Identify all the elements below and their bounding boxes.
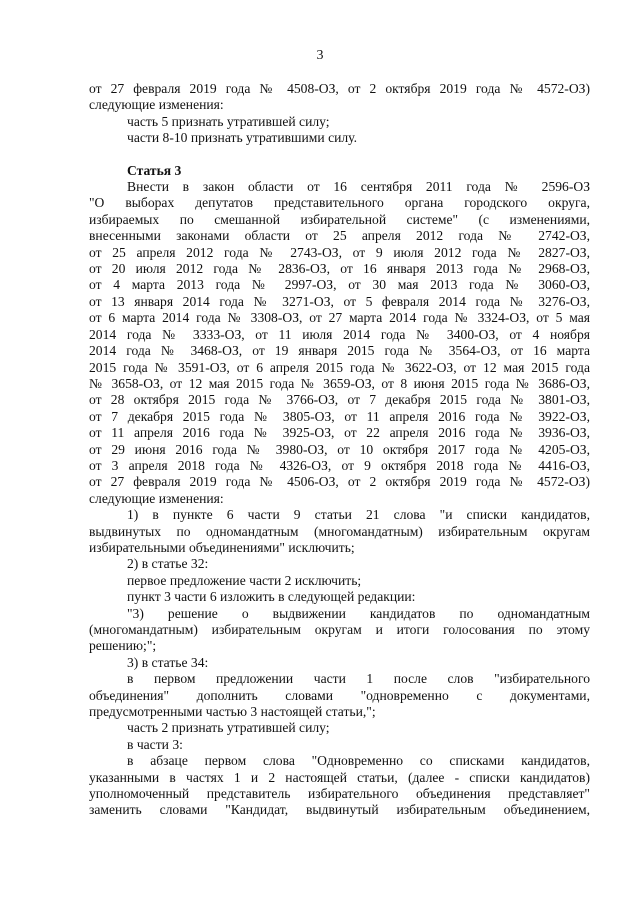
- text-line: от 25 апреля 2012 года № 2743-ОЗ, от 9 июля 2012 года № 2827-ОЗ,: [89, 244, 590, 260]
- text-line: уполномоченный представитель избирательного объединения представляет": [89, 786, 590, 802]
- text-line: от 3 апреля 2018 года № 4326-ОЗ, от 9 октября 2018 года № 4416-ОЗ,: [89, 457, 590, 473]
- text-line: выдвинутых по одномандатным (многомандатным) избирательным округам: [89, 523, 590, 539]
- text-line: следующие изменения:: [89, 490, 224, 506]
- text-line: решению;";: [89, 638, 157, 654]
- text-line: предусмотренными частью 3 настоящей статьи,";: [89, 704, 376, 720]
- text-line: от 7 декабря 2015 года № 3805-ОЗ, от 11 апреля 2016 года № 3922-ОЗ,: [89, 408, 590, 424]
- text-line: от 20 июля 2012 года № 2836-ОЗ, от 16 января 2013 года № 2968-ОЗ,: [89, 261, 590, 277]
- text-line: от 13 января 2014 года № 3271-ОЗ, от 5 февраля 2014 года № 3276-ОЗ,: [89, 293, 590, 309]
- text-line: 3) в статье 34:: [127, 654, 209, 670]
- text-line: 2014 года № 3468-ОЗ, от 19 января 2015 года № 3564-ОЗ, от 16 марта: [89, 343, 590, 359]
- text-line: (многомандатным) избирательным округам и итоги голосования по этому: [89, 622, 590, 637]
- text-line: № 3658-ОЗ, от 12 мая 2015 года № 3659-ОЗ, от 8 июня 2015 года № 3686-ОЗ,: [89, 375, 590, 391]
- text-line: в абзаце первом слова "Одновременно со списками кандидатов,: [127, 753, 590, 769]
- text-line: от 28 октября 2015 года № 3766-ОЗ, от 7 декабря 2015 года № 3801-ОЗ,: [89, 392, 590, 408]
- text-line: "О выборах депутатов представительного органа городского округа,: [89, 195, 590, 211]
- paragraph-gap: [89, 147, 590, 163]
- text-line: "3) решение о выдвижении кандидатов по одномандатным: [127, 605, 590, 621]
- text-line: от 4 марта 2013 года № 2997-ОЗ, от 30 мая 2013 года № 3060-ОЗ,: [89, 277, 590, 293]
- text-line: пункт 3 части 6 изложить в следующей редакции:: [127, 589, 416, 605]
- article-heading: Статья 3: [127, 162, 182, 178]
- text-line: 2) в статье 32:: [127, 556, 209, 572]
- document-body: [89, 81, 590, 819]
- page-number: 3: [316, 48, 324, 63]
- text-line: части 8-10 признать утратившими силу.: [127, 130, 358, 146]
- text-line: первое предложение части 2 исключить;: [127, 572, 362, 588]
- text-line: 2014 года № 3333-ОЗ, от 11 июля 2014 года № 3400-ОЗ, от 4 ноября: [89, 326, 590, 342]
- text-line: в части 3:: [127, 736, 183, 752]
- text-line: указанными в частях 1 и 2 настоящей статьи, (далее - списки кандидатов): [89, 769, 590, 785]
- text-line: внесенными законами области от 25 апреля 2012 года № 2742-ОЗ,: [89, 228, 590, 244]
- text-line: следующие изменения:: [89, 97, 224, 113]
- text-line: Внести в закон области от 16 сентября 2011 года № 2596-ОЗ: [127, 179, 590, 195]
- text-line: от 27 февраля 2019 года № 4508-ОЗ, от 2 октября 2019 года № 4572-ОЗ): [89, 81, 590, 96]
- text-line: объединения" дополнить словами "одновременно с документами,: [89, 687, 590, 703]
- text-line: часть 5 признать утратившей силу;: [127, 113, 330, 129]
- text-line: 2015 года № 3591-ОЗ, от 6 апреля 2015 года № 3622-ОЗ, от 12 мая 2015 года: [89, 359, 590, 375]
- text-line: от 11 апреля 2016 года № 3925-ОЗ, от 22 апреля 2016 года № 3936-ОЗ,: [89, 425, 590, 441]
- text-line: 1) в пункте 6 части 9 статьи 21 слова "и списки кандидатов,: [127, 507, 590, 523]
- text-line: избирательными объединениями" исключить;: [89, 539, 355, 555]
- text-line: от 6 марта 2014 года № 3308-ОЗ, от 27 марта 2014 года № 3324-ОЗ, от 5 мая: [89, 310, 590, 326]
- text-line: в первом предложении части 1 после слов "избирательного: [127, 671, 590, 687]
- text-line: часть 2 признать утратившей силу;: [127, 720, 330, 736]
- text-line: от 29 июня 2016 года № 3980-ОЗ, от 10 октября 2017 года № 4205-ОЗ,: [89, 441, 590, 457]
- text-line: от 27 февраля 2019 года № 4506-ОЗ, от 2 октября 2019 года № 4572-ОЗ): [89, 474, 590, 490]
- text-line: заменить словами "Кандидат, выдвинутый избирательным объединением,: [89, 802, 590, 818]
- text-line: избираемых по смешанной избирательной системе" (с изменениями,: [89, 211, 590, 227]
